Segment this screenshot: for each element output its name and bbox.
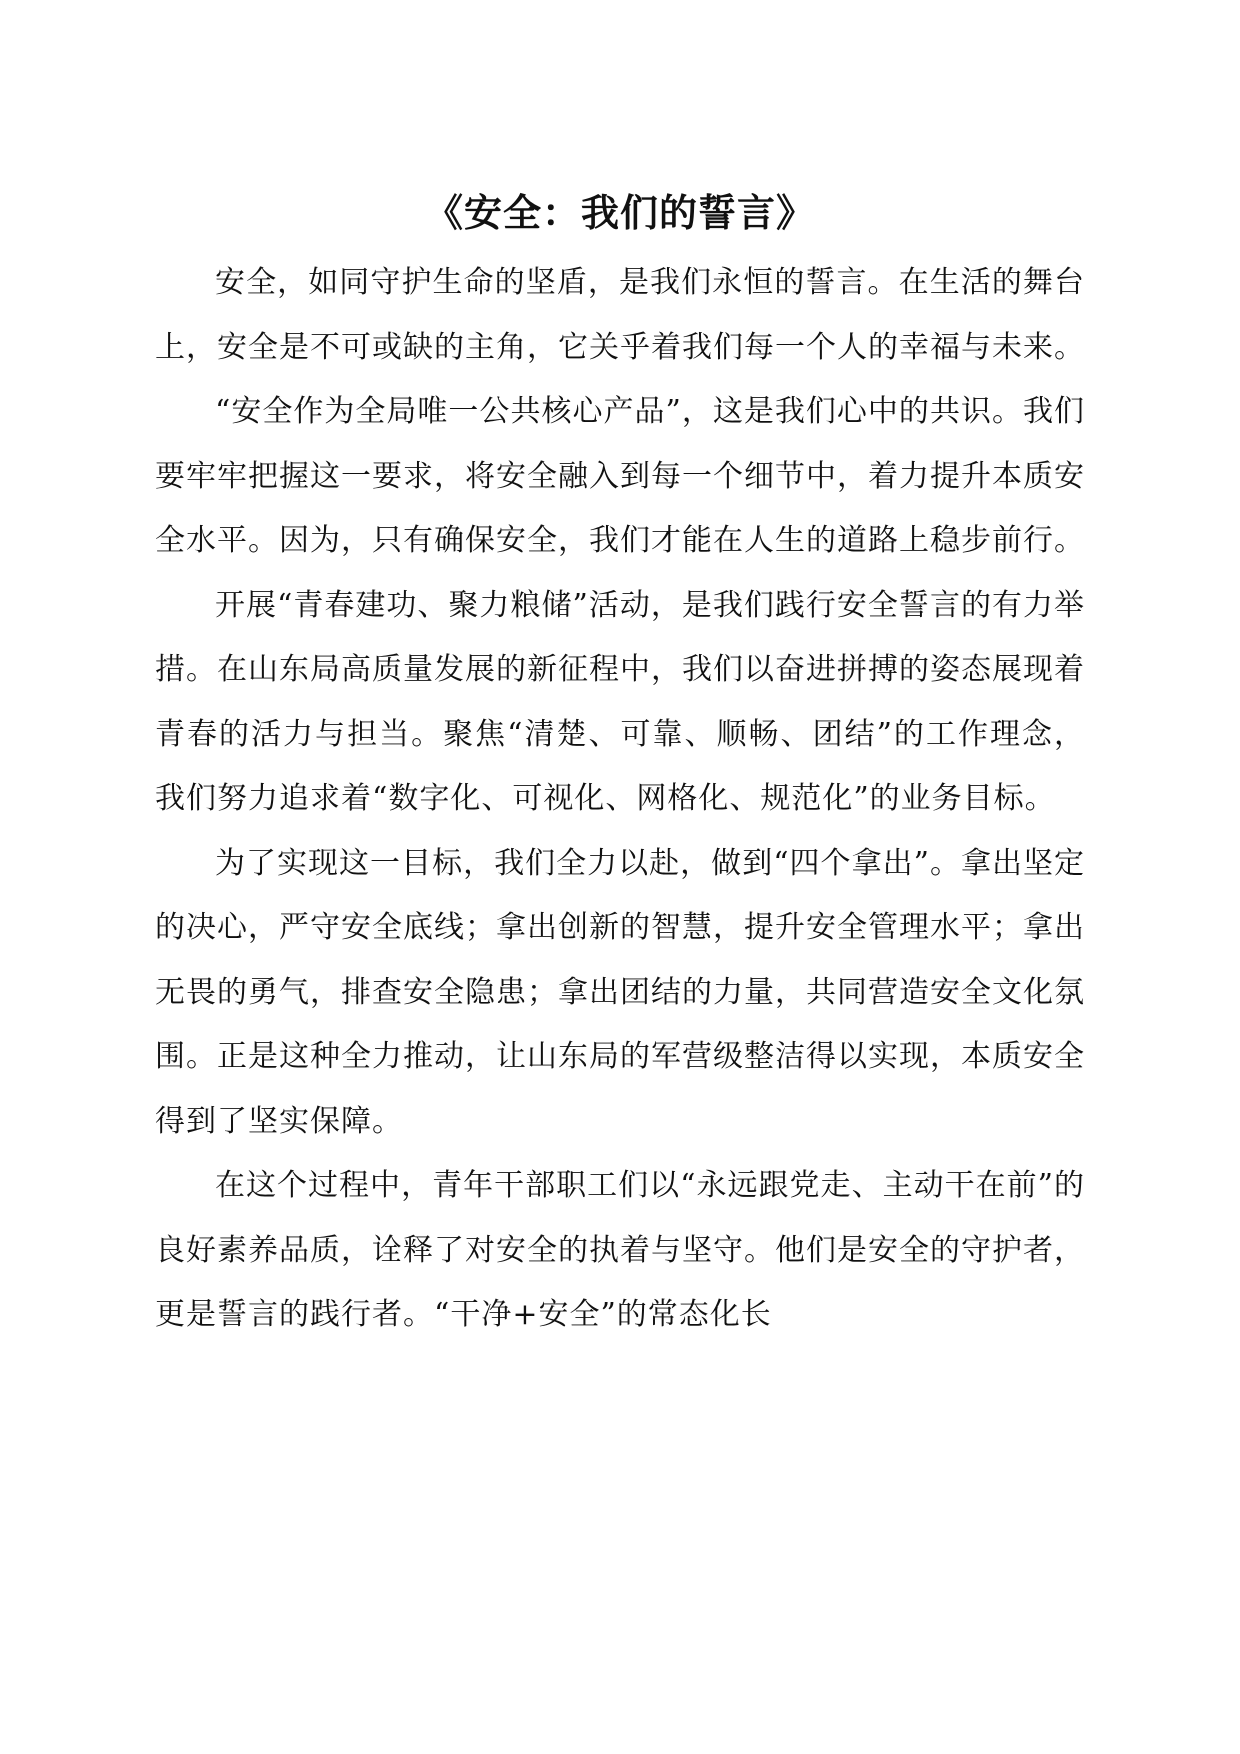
paragraph-4: 为了实现这一目标，我们全力以赴，做到“四个拿出”。拿出坚定的决心，严守安全底线；拿出创新的智慧，提升安全管理水平；拿出无畏的勇气，排查安全隐患；拿出团结的力量，共同营造安全文化氛围。正是这种全力推动，让山东局的军营级整洁得以实现，本质安全得到了坚实保障。: [155, 845, 1085, 1139]
paragraph-1: 安全，如同守护生命的坚盾，是我们永恒的誓言。在生活的舞台上，安全是不可或缺的主角，它关乎着我们每一个人的幸福与未来。: [155, 265, 1085, 365]
paragraph-2: “安全作为全局唯一公共核心产品”，这是我们心中的共识。我们要牢牢把握这一要求，将安全融入到每一个细节中，着力提升本质安全水平。因为，只有确保安全，我们才能在人生的道路上稳步前行。: [155, 394, 1085, 558]
document-page: [155, 183, 1085, 1348]
document-title: 《安全：我们的誓言》: [424, 190, 815, 235]
paragraph-3: 开展“青春建功、聚力粮储”活动，是我们践行安全誓言的有力举措。在山东局高质量发展的新征程中，我们以奋进拼搏的姿态展现着青春的活力与担当。聚焦“清楚、可靠、顺畅、团结”的工作理念，我们努力追求着“数字化、可视化、网格化、规范化”的业务目标。: [155, 587, 1085, 816]
paragraph-5: 在这个过程中，青年干部职工们以“永远跟党走、主动干在前”的良好素养品质，诠释了对安全的执着与坚守。他们是安全的守护者，更是誓言的践行者。“干净+安全”的常态化长: [155, 1168, 1085, 1332]
